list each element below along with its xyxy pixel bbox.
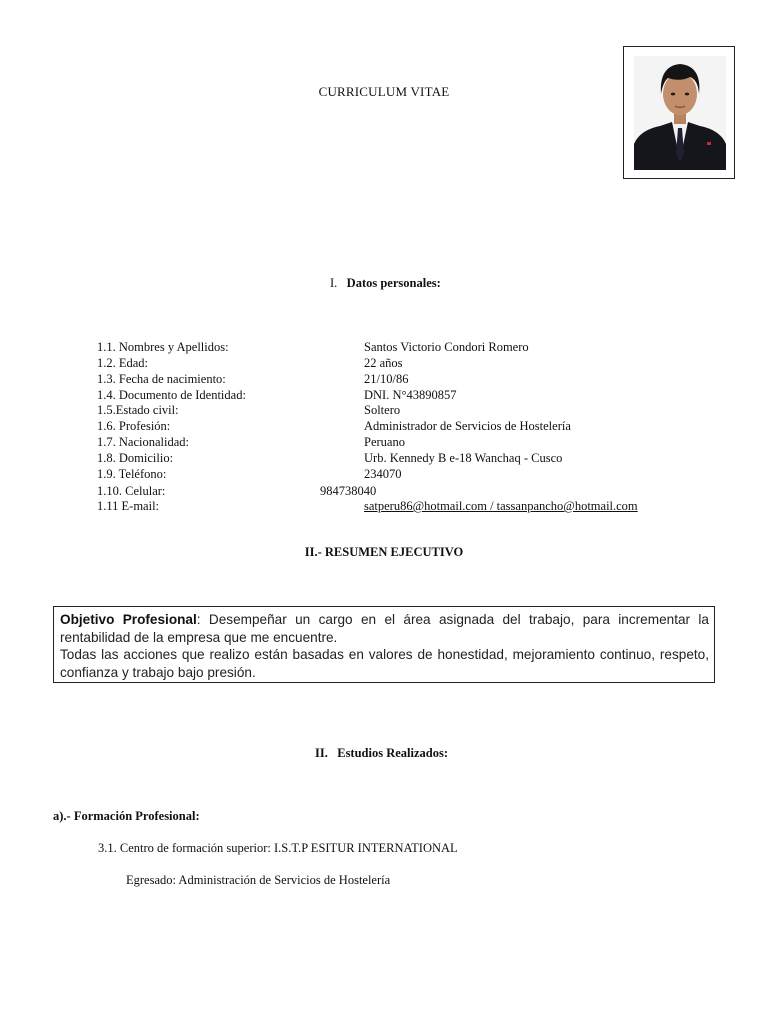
field-value: 22 años — [364, 356, 403, 370]
education-item-detail: Egresado: Administración de Servicios de Hostelería — [126, 873, 391, 887]
document-title: CURRICULUM VITAE — [318, 84, 450, 99]
personal-data-row — [97, 402, 179, 418]
personal-data-row — [97, 355, 148, 371]
personal-data-row — [97, 371, 226, 387]
field-label: 1.2. Edad: — [97, 356, 149, 370]
personal-data-row — [97, 418, 170, 434]
field-label: 1.9. Teléfono: — [97, 467, 167, 481]
email-link[interactable]: satperu86@hotmail.com / tassanpancho@hotmail.com — [364, 499, 638, 513]
field-label: 1.11 E-mail: — [97, 499, 160, 513]
field-label: 1.6. Profesión: — [97, 419, 171, 433]
personal-data-row — [97, 450, 173, 466]
personal-data-row — [97, 339, 229, 355]
section-title: Datos personales: — [346, 276, 441, 290]
person-portrait-icon — [634, 56, 726, 170]
field-label: 1.10. Celular: — [97, 484, 166, 498]
section-number: II. — [315, 746, 328, 760]
section-number: I. — [330, 276, 338, 290]
field-label: 1.1. Nombres y Apellidos: — [97, 340, 229, 354]
field-label: 1.7. Nacionalidad: — [97, 435, 189, 449]
field-label: 1.8. Domicilio: — [97, 451, 174, 465]
personal-data-row — [97, 466, 166, 482]
personal-data-row — [97, 483, 165, 499]
field-value: Soltero — [364, 403, 401, 417]
section-estudios-heading — [315, 746, 448, 761]
field-value: 984738040 — [320, 484, 377, 498]
section-resumen-heading: II.- RESUMEN EJECUTIVO — [304, 545, 464, 559]
field-value: 21/10/86 — [364, 372, 409, 386]
field-label: 1.3. Fecha de nacimiento: — [97, 372, 226, 386]
field-value: Santos Victorio Condori Romero — [364, 340, 529, 354]
objective-text: : Desempeñar un cargo en el área asignada del trabajo, para incrementar la rentabilidad de la empresa que me encuentre. — [60, 612, 709, 645]
field-label: 1.5.Estado civil: — [97, 403, 179, 417]
education-item: 3.1. Centro de formación superior: I.S.T.P ESITUR INTERNATIONAL — [98, 841, 458, 855]
field-value: DNI. N°43890857 — [364, 388, 457, 402]
section-title: Estudios Realizados: — [337, 746, 449, 760]
field-value: 234070 — [364, 467, 402, 481]
field-value: Peruano — [364, 435, 405, 449]
personal-data-row — [97, 434, 189, 450]
field-value: Administrador de Servicios de Hostelería — [364, 419, 571, 433]
field-label: 1.4. Documento de Identidad: — [97, 388, 246, 402]
objective-text-2: Todas las acciones que realizo están basadas en valores de honestidad, mejoramiento continuo, respeto, confianza y trabajo bajo presión. — [60, 647, 709, 680]
personal-data-row — [97, 387, 246, 403]
section-datos-personales-heading — [330, 276, 441, 291]
profile-photo — [623, 46, 735, 179]
formacion-profesional-heading: a).- Formación Profesional: — [53, 809, 200, 823]
objective-label: Objetivo Profesional — [60, 612, 197, 627]
field-value: Urb. Kennedy B e-18 Wanchaq - Cusco — [364, 451, 563, 465]
objective-box — [53, 606, 715, 683]
personal-data-row — [97, 498, 159, 514]
